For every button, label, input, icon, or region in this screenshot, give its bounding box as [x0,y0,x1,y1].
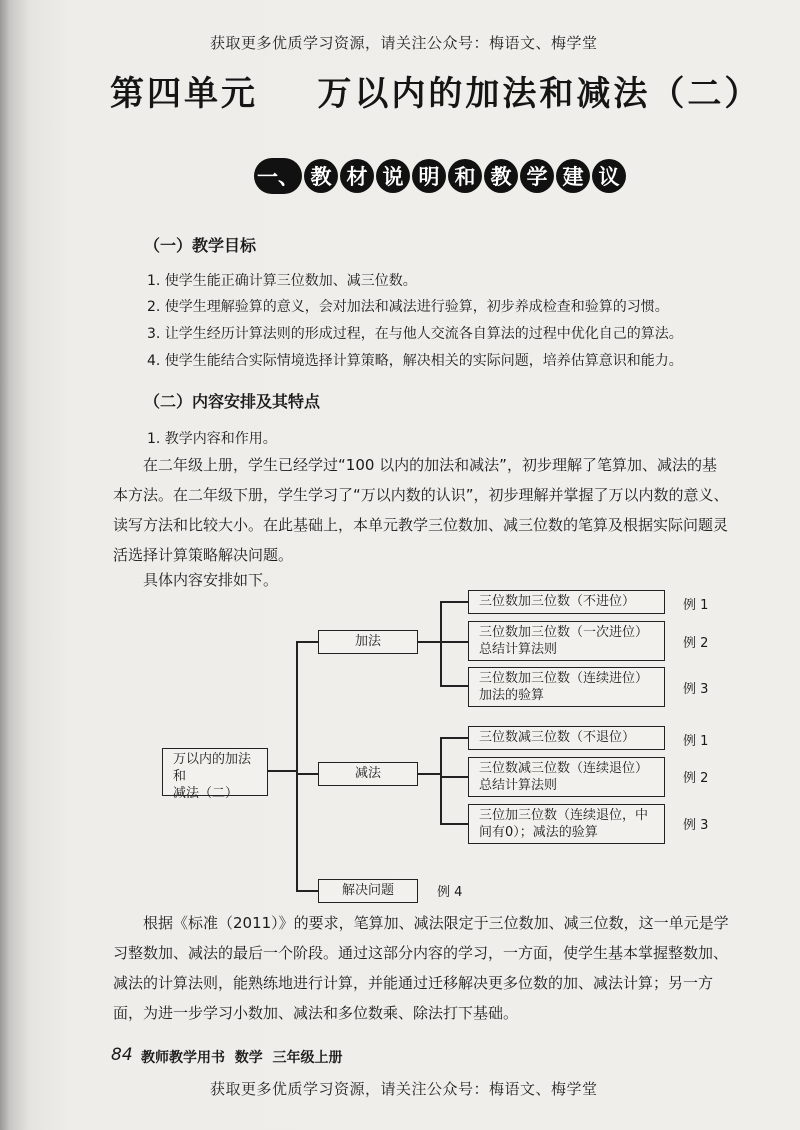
sub-case-3 [468,804,665,844]
goal-item: 2. 使学生理解验算的意义，会对加法和减法进行验算，初步养成检查和验算的习惯。 [147,299,669,315]
example-label: 例 1 [683,734,709,749]
connector [440,737,442,823]
connector [268,770,296,772]
sub-case-1 [468,726,665,750]
example-label: 例 3 [683,682,709,697]
case-line: 三位数减三位数（不退位） [479,730,636,745]
root-node-line: 万以内的加法和 [173,752,252,784]
paragraph-line: 根据《标准（2011）》的要求，笔算加、减法限定于三位数加、减三位数，这一单元是学 [143,914,729,932]
add-case-3 [468,667,665,707]
book-title-footer: 教师教学用书 数学 三年级上册 [141,1050,343,1066]
paragraph-line: 具体内容安排如下。 [143,571,279,589]
paragraph-line: 面，为进一步学习小数加、减法和多位数乘、除法打下基础。 [113,1004,519,1022]
paragraph-line: 习整数加、减法的最后一个阶段。通过这部分内容的学习，一方面，使学生基本掌握整数加、 [113,944,729,962]
root-node [162,748,268,801]
node-problem-solving: 解决问题 [318,879,418,903]
case-line: 总结计算法则 [479,778,558,793]
paragraph-line: 活选择计算策略解决问题。 [113,546,294,564]
banner-char: 教 [484,159,518,193]
connector [440,737,468,739]
banner-char: 学 [520,159,554,193]
banner-char: 议 [592,159,626,193]
node-addition: 加法 [318,630,418,654]
connector [440,685,468,687]
connector [440,641,468,643]
case-line: 三位加三位数（连续退位，中 [479,808,649,823]
banner-char: 一、 [254,158,302,194]
goal-item: 1. 使学生能正确计算三位数加、减三位数。 [147,273,417,289]
goal-item: 3. 让学生经历计算法则的形成过程，在与他人交流各自算法的过程中优化自己的算法。 [147,326,683,342]
banner-char: 说 [376,159,410,193]
add-case-2 [468,621,665,661]
add-case-1 [468,590,665,614]
case-line: 三位数加三位数（一次进位） [479,625,649,640]
case-line: 三位数减三位数（连续退位） [479,761,649,776]
node-subtraction: 减法 [318,762,418,786]
connector [296,641,298,891]
example-label: 例 3 [683,818,709,833]
heading-teaching-goals: （一）教学目标 [144,236,257,255]
connector [296,773,318,775]
banner-char: 教 [304,159,338,193]
paragraph-line: 本方法。在二年级下册，学生学习了“万以内数的认识”，初步理解并掌握了万以内数的意义、 [113,486,729,504]
connector [296,890,318,892]
connector [296,641,318,643]
watermark-bottom: 获取更多优质学习资源，请关注公众号：梅语文、梅学堂 [210,1080,598,1098]
root-node-line: 减法（二） [173,786,239,801]
example-label: 例 2 [683,636,709,651]
connector [440,601,442,685]
connector [418,773,440,775]
subheading-content-role: 1. 教学内容和作用。 [147,431,277,447]
paragraph-line: 在二年级上册，学生已经学过“100 以内的加法和减法”，初步理解了笔算加、减法的基 [143,456,717,474]
paragraph-line: 减法的计算法则，能熟练地进行计算，并能通过迁移解决更多位数的加、减法计算；另一方 [113,974,714,992]
connector [440,823,468,825]
example-label: 例 2 [683,771,709,786]
paragraph-line: 读写方法和比较大小。在此基础上，本单元教学三位数加、减三位数的笔算及根据实际问题灵 [113,516,729,534]
banner-char: 材 [340,159,374,193]
goal-item: 4. 使学生能结合实际情境选择计算策略，解决相关的实际问题，培养估算意识和能力。 [147,353,683,369]
sub-case-2 [468,757,665,797]
watermark-top: 获取更多优质学习资源，请关注公众号：梅语文、梅学堂 [210,34,598,52]
connector [440,601,468,603]
page-number: 84 [111,1045,133,1065]
example-label: 例 4 [437,885,463,900]
connector [418,641,440,643]
banner-char: 和 [448,159,482,193]
banner-char: 明 [412,159,446,193]
case-line: 总结计算法则 [479,642,558,657]
banner-char: 建 [556,159,590,193]
case-line: 加法的验算 [479,688,545,703]
case-line: 三位数加三位数（不进位） [479,594,636,609]
case-line: 间有0）；减法的验算 [479,825,598,840]
connector [440,776,468,778]
unit-title: 第四单元 万以内的加法和减法（二） [110,74,762,114]
example-label: 例 1 [683,598,709,613]
heading-content-arrangement: （二）内容安排及其特点 [144,392,321,411]
case-line: 三位数加三位数（连续进位） [479,671,649,686]
